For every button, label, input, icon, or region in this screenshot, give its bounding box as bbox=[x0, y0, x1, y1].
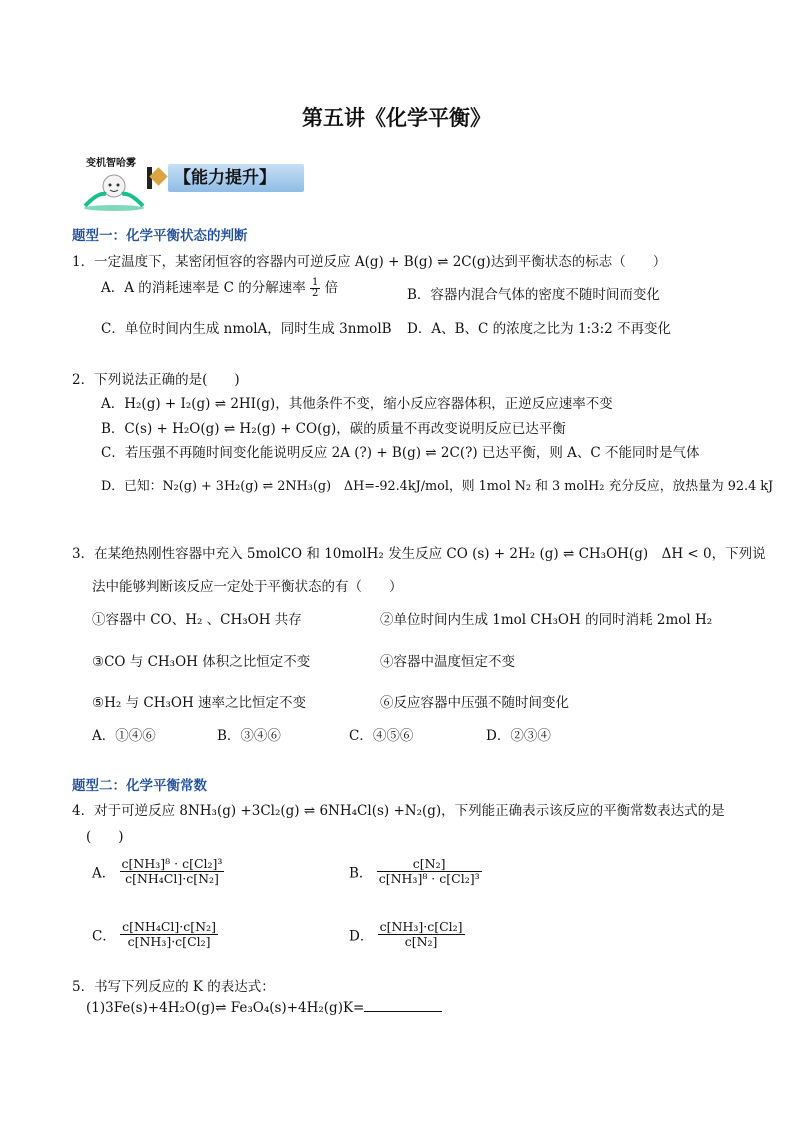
q4-a-fraction bbox=[120, 857, 225, 886]
q4-option-d bbox=[349, 920, 465, 949]
q1-a-prefix: A．A 的消耗速率是 C 的分解速率 bbox=[101, 280, 306, 296]
q4-b-label: B． bbox=[349, 865, 373, 882]
q3-item-1: ①容器中 CO、H₂ 、CH₃OH 共存 bbox=[92, 612, 302, 628]
q1-a-frac-num: 1 bbox=[312, 277, 319, 288]
q5-part-1 bbox=[86, 1000, 442, 1016]
q4-d-fraction bbox=[378, 920, 465, 949]
q4-b-fraction bbox=[377, 857, 482, 886]
q4-option-c bbox=[92, 920, 218, 949]
q3-item-4: ④容器中温度恒定不变 bbox=[380, 654, 515, 670]
q2-option-c: C．若压强不再随时间变化能说明反应 2A (?) + B(g) ⇌ 2C(?) 已达平衡，则 A、C 不能同时是气体 bbox=[101, 445, 700, 461]
section-heading-2: 题型二：化学平衡常数 bbox=[72, 778, 207, 794]
q1-option-c: C．单位时间内生成 nmolA，同时生成 3nmolB bbox=[101, 321, 392, 337]
q2-option-a: A．H₂(g) + I₂(g) ⇌ 2HI(g)，其他条件不变，缩小反应容器体积，正逆反应速率不变 bbox=[101, 396, 613, 412]
q4-option-a bbox=[92, 857, 224, 886]
q4-c-fraction bbox=[120, 920, 218, 949]
q4-c-num: c[NH₄Cl]·c[N₂] bbox=[122, 919, 216, 934]
q1-a-frac-den: 2 bbox=[312, 288, 319, 299]
q3-option-b: B．③④⑥ bbox=[217, 728, 281, 744]
q1-option-d: D．A、B、C 的浓度之比为 1:3:2 不再变化 bbox=[407, 321, 672, 337]
q4-option-b bbox=[349, 857, 482, 886]
q3-stem-line2: 法中能够判断该反应一定处于平衡状态的有（ ） bbox=[92, 579, 403, 595]
q1-option-b: B．容器内混合气体的密度不随时间而变化 bbox=[407, 287, 660, 303]
q3-stem-line1: 3．在某绝热刚性容器中充入 5molCO 和 10molH₂ 发生反应 CO (s) + 2H₂ (g) ⇌ CH₃OH(g) ΔH < 0，下列说 bbox=[72, 546, 766, 562]
q3-option-a: A．①④⑥ bbox=[92, 728, 156, 744]
q1-stem: 1．一定温度下，某密闭恒容的容器内可逆反应 A(g) + B(g) ⇌ 2C(g)达到平衡状态的标志（ ） bbox=[72, 254, 667, 270]
section-heading-1: 题型一：化学平衡状态的判断 bbox=[72, 228, 248, 244]
q5-answer-blank[interactable] bbox=[364, 1011, 442, 1012]
q4-c-den: c[NH₃]·c[Cl₂] bbox=[127, 934, 211, 949]
q2-stem: 2．下列说法正确的是( ) bbox=[72, 372, 240, 388]
q4-b-num: c[N₂] bbox=[377, 857, 482, 872]
q3-item-2: ②单位时间内生成 1mol CH₃OH 的同时消耗 2mol H₂ bbox=[380, 612, 713, 628]
q2-option-d: D．已知：N₂(g) + 3H₂(g) ⇌ 2NH₃(g) ΔH=-92.4kJ/mol，则 1mol N₂ 和 3 molH₂ 充分反应，放热量为 92.4 kJ bbox=[101, 479, 774, 494]
q4-stem: 4．对于可逆反应 8NH₃(g) +3Cl₂(g) ⇌ 6NH₄Cl(s) +N₂(g)，下列能正确表示该反应的平衡常数表达式的是 bbox=[72, 803, 725, 819]
q3-option-c: C．④⑤⑥ bbox=[349, 728, 414, 744]
q5-stem: 5．书写下列反应的 K 的表达式： bbox=[72, 979, 275, 995]
q4-b-den: c[NH₃]⁸ · c[Cl₂]³ bbox=[378, 871, 480, 886]
q4-a-num: c[NH₃]⁸ · c[Cl₂]³ bbox=[121, 856, 223, 871]
logo-text: 变机智哈雾 bbox=[86, 158, 136, 169]
q4-d-num: c[NH₃]·c[Cl₂] bbox=[379, 919, 463, 934]
page-title: 第五讲《化学平衡》 bbox=[302, 106, 491, 130]
q3-item-6: ⑥反应容器中压强不随时间变化 bbox=[380, 695, 569, 711]
q1-option-a bbox=[101, 276, 338, 299]
q3-item-5: ⑤H₂ 与 CH₃OH 速率之比恒定不变 bbox=[92, 695, 307, 711]
q4-d-label: D． bbox=[349, 928, 374, 945]
q2-option-b: B．C(s) + H₂O(g) ⇌ H₂(g) + CO(g)，碳的质量不再改变说明反应已达平衡 bbox=[101, 421, 566, 437]
q4-a-label: A． bbox=[92, 865, 116, 882]
q4-d-den: c[N₂] bbox=[404, 934, 438, 949]
q3-option-d: D．②③④ bbox=[486, 728, 551, 744]
q5-part-1-text: (1)3Fe(s)+4H₂O(g)⇌ Fe₃O₄(s)+4H₂(g)K= bbox=[86, 1000, 365, 1016]
q4-paren: ( ) bbox=[86, 829, 124, 845]
q3-item-3: ③CO 与 CH₃OH 体积之比恒定不变 bbox=[92, 654, 311, 670]
section-badge: 【能力提升】 bbox=[168, 164, 304, 192]
q4-c-label: C． bbox=[92, 928, 116, 945]
q4-a-den: c[NH₄Cl]·c[N₂] bbox=[125, 871, 219, 886]
q1-a-suffix: 倍 bbox=[324, 280, 339, 296]
q1-a-fraction bbox=[310, 278, 320, 299]
